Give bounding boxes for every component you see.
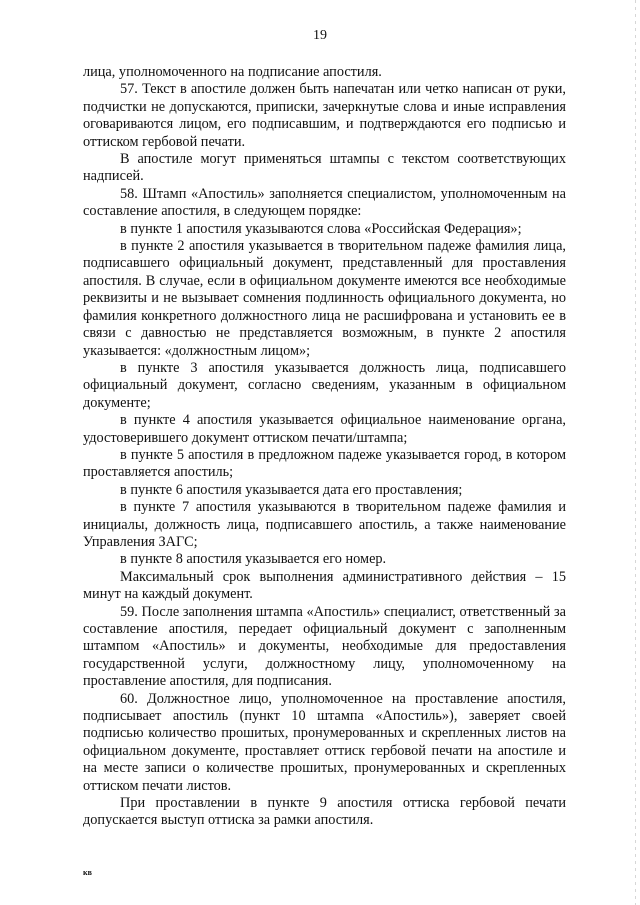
- paragraph: 58. Штамп «Апостиль» заполняется специалистом, уполномоченным на составление апостиля, в следующем порядке:: [83, 185, 566, 220]
- paragraph: Максимальный срок выполнения административного действия – 15 минут на каждый документ.: [83, 568, 566, 603]
- paragraph: В апостиле могут применяться штампы с текстом соответствующих надписей.: [83, 151, 566, 185]
- paragraph: При проставлении в пункте 9 апостиля оттиска гербовой печати допускается выступ оттиска за рамки апостиля.: [83, 795, 566, 829]
- document-body: [83, 64, 566, 830]
- page-number: 19: [313, 28, 327, 43]
- paragraph: в пункте 1 апостиля указываются слова «Российская Федерация»;: [120, 220, 522, 237]
- scan-edge: [635, 0, 636, 905]
- paragraph: 59. После заполнения штампа «Апостиль» специалист, ответственный за составление апостиля, передает официальный документ с заполненным штампом «Апостиль» и документы, необходимые для предоставления государственной услуги, должностному лицу, уполномоченному на проставление апостиля, для подписания.: [83, 603, 566, 690]
- paragraph: в пункте 3 апостиля указывается должность лица, подписавшего официальный документ, согласно сведениям, указанным в официальном документе;: [83, 359, 566, 411]
- paragraph: в пункте 5 апостиля в предложном падеже указывается город, в котором проставляется апостиль;: [83, 446, 566, 481]
- paragraph: 57. Текст в апостиле должен быть напечатан или четко написан от руки, подчистки не допускаются, приписки, зачеркнутые слова и иные исправления оговариваются лицом, его подписавшим, и подтверждаются его подписью и оттиском гербовой печати.: [83, 81, 566, 150]
- paragraph: в пункте 4 апостиля указывается официальное наименование органа, удостоверившего документ оттиском печати/штампа;: [83, 412, 566, 446]
- paragraph: в пункте 2 апостиля указывается в творительном падеже фамилия лица, подписавшего официальный документ, представленный для проставления апостиля. В случае, если в официальном документе имеются все необходимые реквизиты и не вызывает сомнения подлинность официального документа, но фамилия конкретного должностного лица не расшифрована и установить ее в связи с давностью не представляется возможным, в пункте 2 апостиля указывается: «должностным лицом»;: [83, 238, 566, 359]
- footer-mark: кв: [83, 868, 92, 877]
- paragraph: в пункте 8 апостиля указывается его номер.: [120, 551, 387, 568]
- paragraph: в пункте 6 апостиля указывается дата его проставления;: [120, 481, 463, 498]
- paragraph: 60. Должностное лицо, уполномоченное на проставление апостиля, подписывает апостиль (пункт 10 штампа «Апостиль»), заверяет своей подписью количество прошитых, пронумерованных и скрепленных листов на официальном документе, проставляет оттиск гербовой печати на апостиле и на месте записи о количестве прошитых, пронумерованных и скрепленных оттиском печати листов.: [83, 690, 566, 794]
- paragraph: в пункте 7 апостиля указываются в творительном падеже фамилия и инициалы, должность лица, подписавшего апостиль, а также наименование Управления ЗАГС;: [83, 499, 566, 550]
- paragraph: лица, уполномоченного на подписание апостиля.: [83, 64, 382, 80]
